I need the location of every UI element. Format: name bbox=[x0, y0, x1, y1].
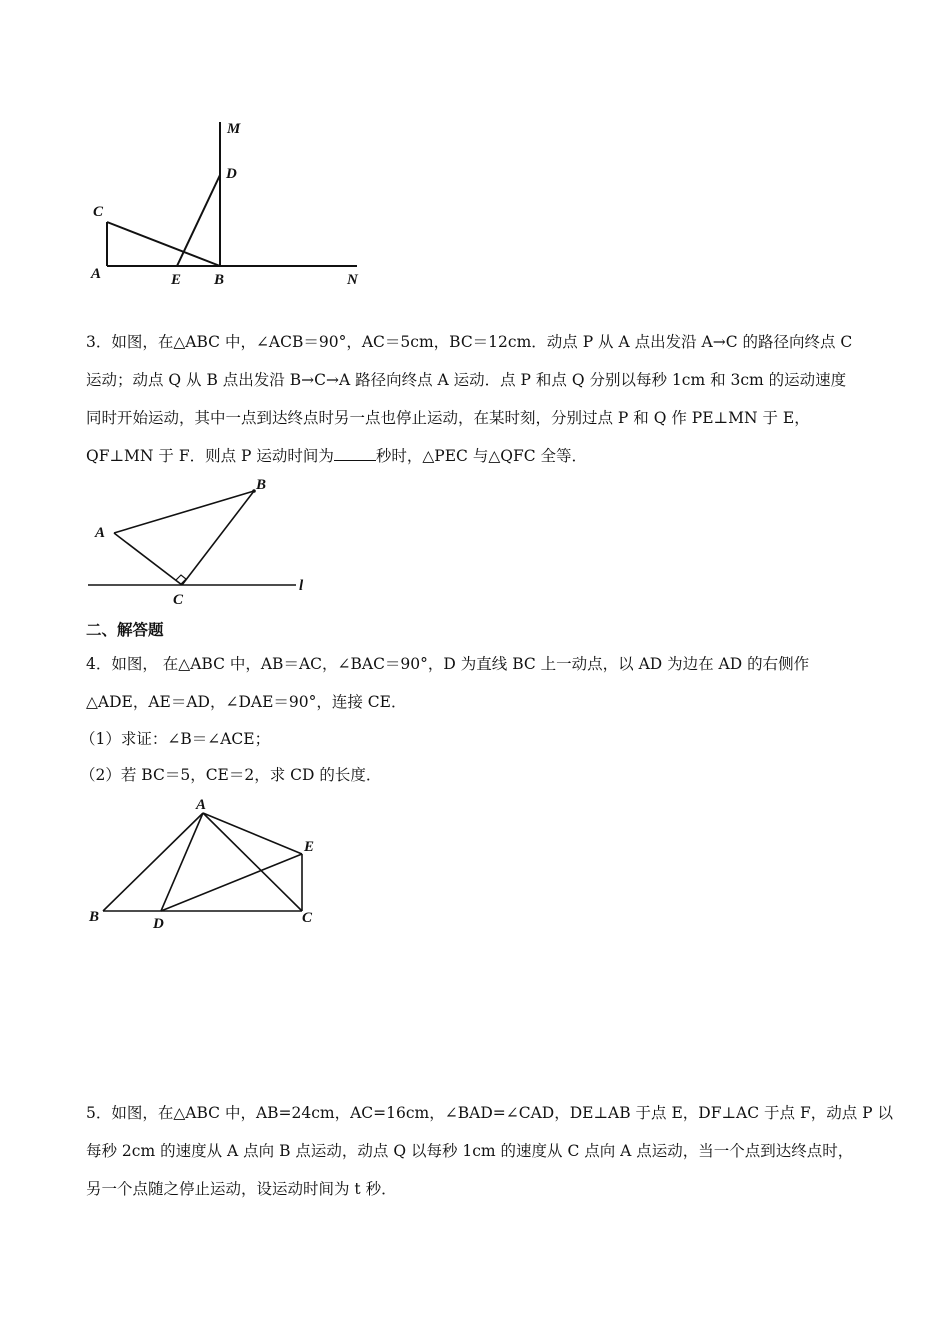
line-ED bbox=[177, 175, 220, 266]
label-B: B bbox=[256, 477, 267, 493]
figure-3-diagram bbox=[80, 790, 330, 935]
q5-line-3: 另一个点随之停止运动，设运动时间为 t 秒． bbox=[86, 1180, 397, 1198]
line-AE bbox=[203, 813, 302, 854]
q3-line-2: 运动；动点 Q 从 B 点出发沿 B→C→A 路径向终点 A 运动．点 P 和点 Q 分别以每秒 1cm 和 3cm 的运动速度 bbox=[86, 371, 847, 389]
line-AB bbox=[103, 813, 203, 911]
label-D: D bbox=[226, 166, 237, 182]
line-CB bbox=[107, 222, 220, 266]
q3-line-4 bbox=[86, 444, 587, 466]
label-N: N bbox=[347, 272, 358, 288]
label-B: B bbox=[214, 272, 225, 288]
label-C: C bbox=[173, 592, 184, 608]
label-l: l bbox=[299, 578, 304, 594]
q4-line-1: 4．如图， 在△ABC 中，AB＝AC，∠BAC＝90°，D 为直线 BC 上一动点，以 AD 为边在 AD 的右侧作 bbox=[86, 655, 810, 673]
label-M: M bbox=[227, 121, 241, 137]
section-heading: 二、解答题 bbox=[86, 621, 164, 639]
label-C: C bbox=[93, 204, 104, 220]
figure-1-diagram bbox=[80, 110, 380, 295]
q4-part-1: （1）求证：∠B＝∠ACE； bbox=[80, 730, 271, 748]
q4-line-2: △ADE，AE＝AD，∠DAE＝90°，连接 CE． bbox=[86, 693, 407, 711]
label-E: E bbox=[171, 272, 182, 288]
q3-line-4-before: QF⊥MN 于 F．则点 P 运动时间为 bbox=[86, 447, 334, 465]
label-B: B bbox=[89, 909, 100, 925]
line-AC bbox=[114, 533, 182, 585]
q3-line-4-after: 秒时，△PEC 与△QFC 全等． bbox=[375, 447, 587, 465]
label-D: D bbox=[153, 916, 164, 932]
q3-line-1: 3．如图，在△ABC 中，∠ACB＝90°，AC＝5cm，BC＝12cm．动点 P 从 A 点出发沿 A→C 的路径向终点 C bbox=[86, 333, 853, 351]
label-A: A bbox=[91, 266, 102, 282]
label-C: C bbox=[302, 910, 313, 926]
label-E: E bbox=[304, 839, 315, 855]
label-A: A bbox=[95, 525, 106, 541]
q5-line-2: 每秒 2cm 的速度从 A 点向 B 点运动，动点 Q 以每秒 1cm 的速度从 C 点向 A 点运动，当一个点到达终点时， bbox=[86, 1142, 854, 1160]
q4-part-2: （2）若 BC＝5，CE＝2，求 CD 的长度． bbox=[80, 766, 382, 784]
label-A: A bbox=[196, 797, 207, 813]
figure-2-diagram bbox=[80, 470, 320, 610]
line-AB bbox=[114, 491, 254, 533]
line-BC bbox=[182, 491, 254, 585]
q3-line-3: 同时开始运动，其中一点到达终点时另一点也停止运动，在某时刻，分别过点 P 和 Q 作 PE⊥MN 于 E， bbox=[86, 409, 810, 427]
q5-line-1: 5．如图，在△ABC 中，AB=24cm，AC=16cm，∠BAD=∠CAD，DE⊥AB 于点 E，DF⊥AC 于点 F，动点 P 以 bbox=[86, 1104, 893, 1122]
line-AC bbox=[203, 813, 302, 911]
answer-blank bbox=[334, 446, 376, 461]
